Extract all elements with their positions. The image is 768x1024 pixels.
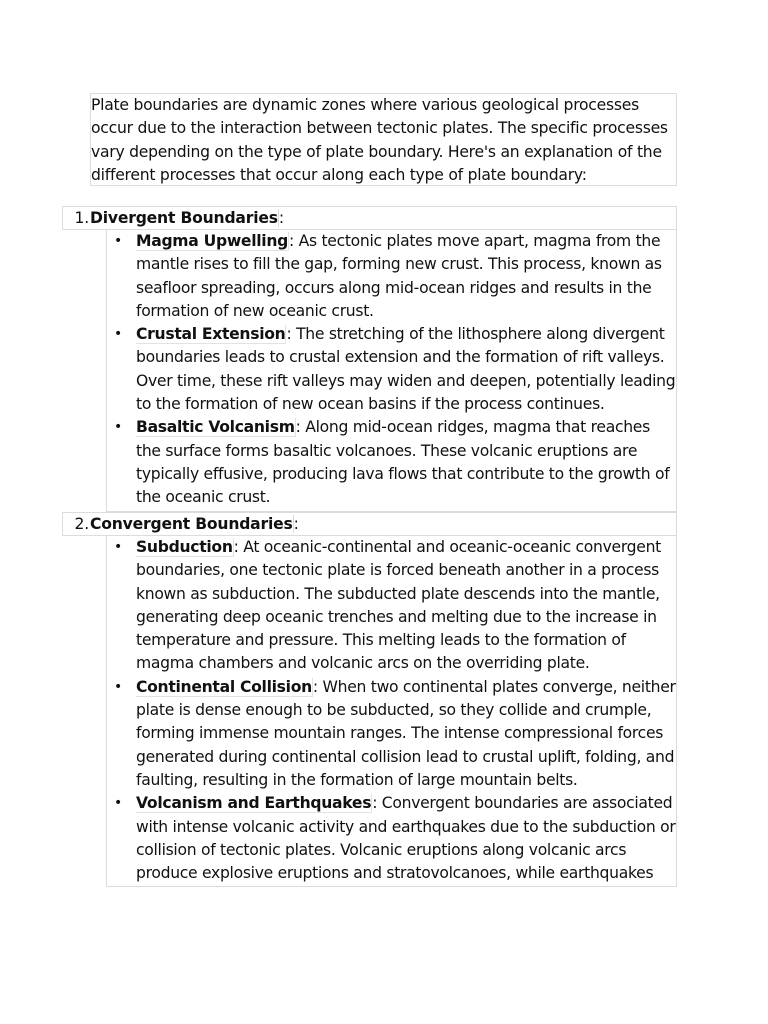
item-term: Magma Upwelling xyxy=(136,232,289,250)
list-item xyxy=(107,416,676,509)
item-text: : The stretching of the lithosphere along divergent boundaries leads to crustal extension and the formation of rift valleys. Over time, these rift valleys may widen and deepen, potentially leading to the formation of new ocean basins if the process continues. xyxy=(136,325,676,414)
bullet-list-divergent xyxy=(106,230,677,512)
bullet-icon: • xyxy=(114,539,122,555)
section-title xyxy=(90,513,299,536)
list-item xyxy=(107,536,676,676)
item-term: Crustal Extension xyxy=(136,325,286,344)
item-term: Subduction xyxy=(136,538,233,556)
bullet-icon: • xyxy=(114,419,122,436)
section-title-text: Convergent Boundaries xyxy=(90,515,293,533)
item-text: : Along mid-ocean ridges, magma that reaches the surface forms basaltic volcanoes. These volcanic eruptions are typically effusive, producing lava flows that contribute to the growth of the oceanic crust. xyxy=(136,418,670,507)
list-item xyxy=(107,323,676,416)
section-number: 2. xyxy=(74,515,89,533)
list-item xyxy=(107,676,676,792)
section-title xyxy=(90,207,284,230)
section-number: 1. xyxy=(74,209,89,227)
item-text: : Convergent boundaries are associated with intense volcanic activity and earthquakes due to the subduction or collision of tectonic plates. Volcanic eruptions along volcanic arcs produce explosive eruptions and stratovolcanoes, while earthquakes xyxy=(136,794,676,883)
item-term: Continental Collision xyxy=(136,677,312,696)
item-text: : As tectonic plates move apart, magma from the mantle rises to fill the gap, forming new crust. This process, known as seafloor spreading, occurs along mid-ocean ridges and results in the formation of new oceanic crust. xyxy=(136,232,662,320)
bullet-icon: • xyxy=(114,233,122,249)
bullet-icon: • xyxy=(114,678,122,695)
list-item xyxy=(107,230,676,323)
section-heading-divergent xyxy=(62,206,677,230)
section-title-suffix: : xyxy=(293,515,299,533)
item-term: Volcanism and Earthquakes xyxy=(136,794,372,813)
item-text: : When two continental plates converge, neither plate is dense enough to be subducted, so they collide and crumple, forming immense mountain ranges. The intense compressional forces generated during continental collision lead to crustal uplift, folding, and faulting, resulting in the formation of large mountain belts. xyxy=(136,677,676,789)
item-text: : At oceanic-continental and oceanic-oceanic convergent boundaries, one tectonic plate is forced beneath another in a process known as subduction. The subducted plate descends into the mantle, generating deep oceanic trenches and melting due to the increase in temperature and pressure. This melting leads to the formation of magma chambers and volcanic arcs on the overriding plate. xyxy=(136,538,661,673)
bullet-list-convergent xyxy=(106,536,677,887)
intro-paragraph: Plate boundaries are dynamic zones where various geological processes occur due to the interaction between tectonic plates. The specific processes vary depending on the type of plate boundary. Here's an explanation of the different processes that occur along each type of plate boundary: xyxy=(90,93,677,186)
bullet-icon: • xyxy=(114,795,122,812)
section-heading-convergent xyxy=(62,512,677,536)
list-item xyxy=(107,792,676,885)
item-term: Basaltic Volcanism xyxy=(136,418,295,437)
section-title-suffix: : xyxy=(278,209,284,227)
section-title-text: Divergent Boundaries xyxy=(90,209,278,227)
bullet-icon: • xyxy=(114,326,122,343)
